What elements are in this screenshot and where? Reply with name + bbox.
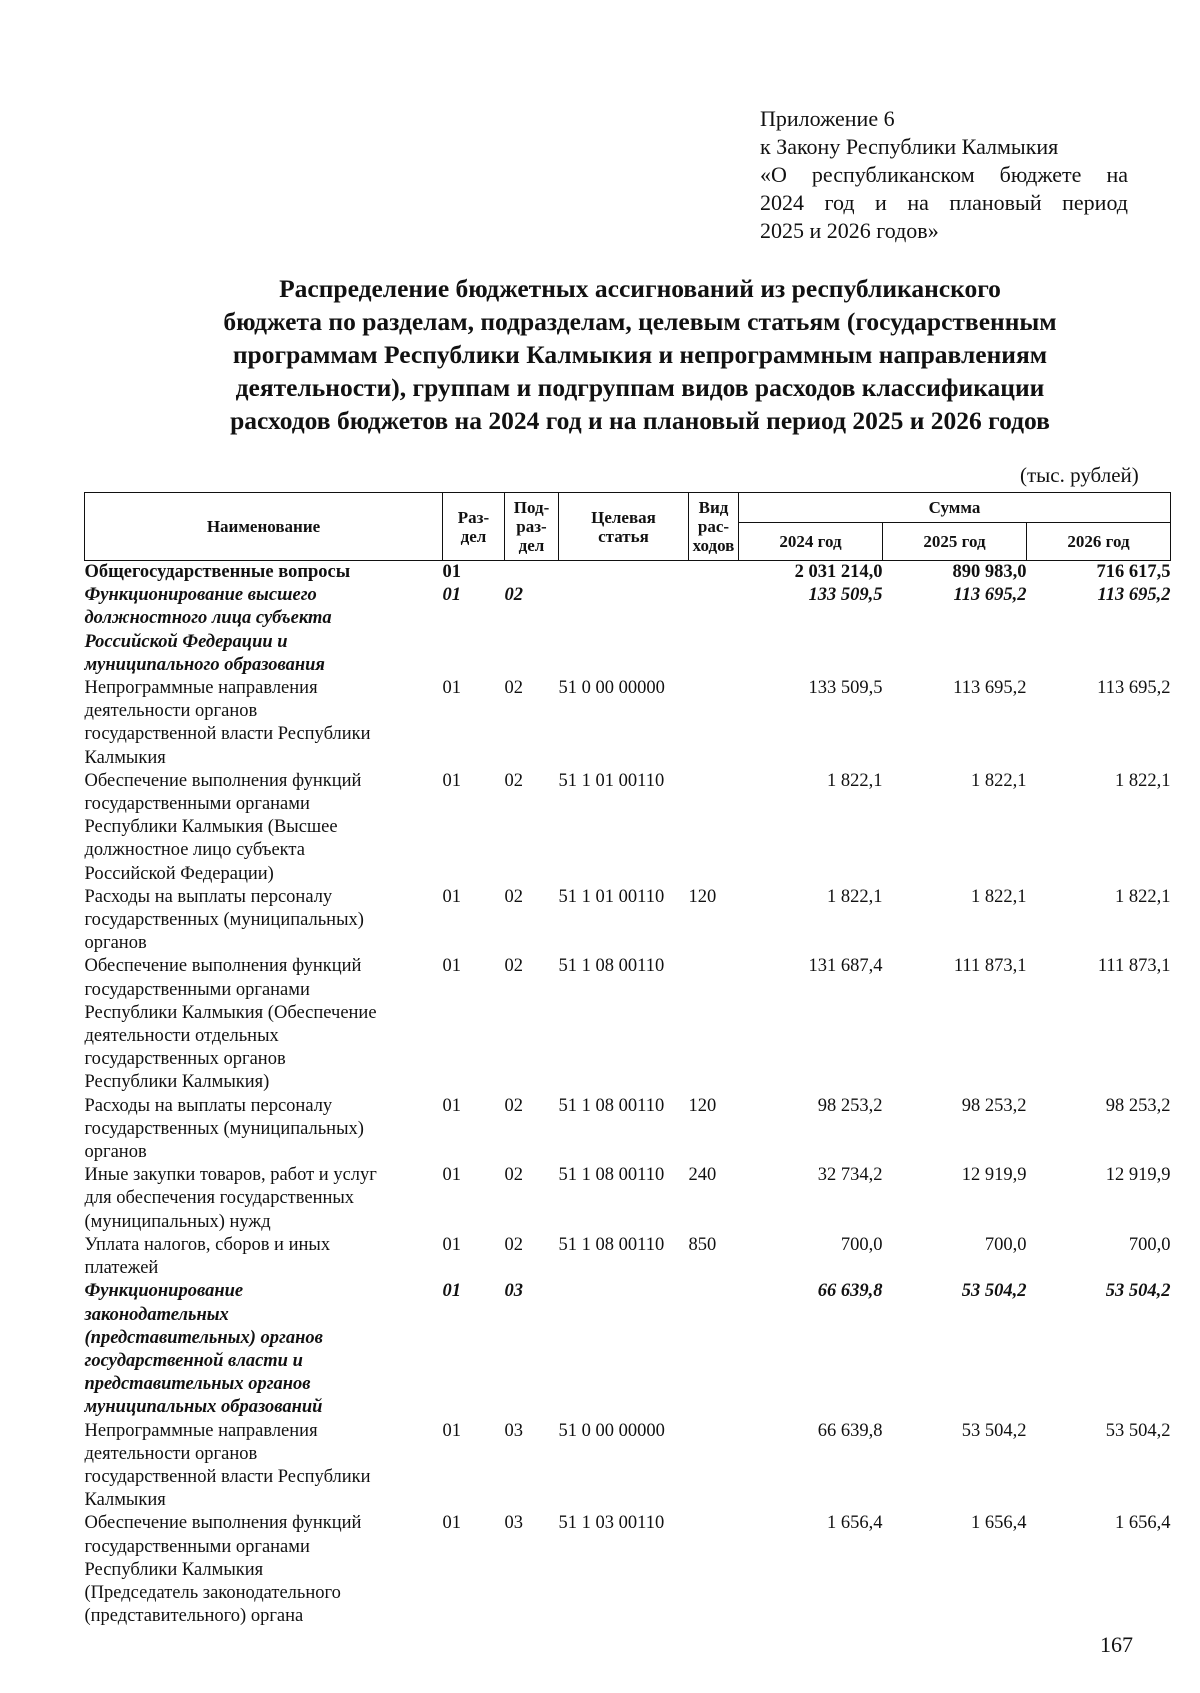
table-row — [85, 584, 1171, 677]
row-vid-rashodov — [689, 1280, 739, 1419]
header-vid-rashodov: Вид рас- ходов — [689, 493, 739, 561]
row-vid-rashodov: 850 — [688, 1234, 717, 1255]
row-razdel: 01 — [442, 1095, 461, 1116]
row-podrazdel — [505, 561, 559, 585]
header-celevaya-statya: Целевая статья — [559, 493, 689, 561]
row-sum-2024: 1 822,1 — [827, 886, 883, 907]
budget-table — [84, 492, 1171, 1628]
row-podrazdel: 03 — [504, 1281, 523, 1302]
row-sum-2025: 12 919,9 — [961, 1165, 1027, 1186]
row-celevaya-statya: 51 1 08 00110 — [558, 956, 665, 977]
table-row — [85, 955, 1171, 1094]
row-sum-2025: 113 695,2 — [953, 585, 1027, 606]
row-name: Расходы на выплаты персоналу государственных (муниципальных) органов — [84, 1095, 364, 1163]
row-podrazdel: 02 — [504, 678, 523, 699]
row-podrazdel: 03 — [504, 1513, 523, 1534]
table-row — [85, 1280, 1171, 1419]
row-sum-2024: 66 639,8 — [817, 1281, 883, 1302]
row-sum-2025: 1 656,4 — [971, 1513, 1027, 1534]
row-razdel: 01 — [442, 585, 461, 606]
header-year-2024: 2024 год — [739, 523, 883, 561]
table-row — [85, 770, 1171, 886]
row-sum-2024: 66 639,8 — [817, 1420, 883, 1441]
row-celevaya-statya — [559, 561, 689, 585]
row-sum-2026: 111 873,1 — [1097, 956, 1171, 977]
row-sum-2026: 1 822,1 — [1115, 886, 1171, 907]
row-name: Функционирование высшего должностного лица субъекта Российской Федерации и муниципального образования — [84, 585, 332, 675]
appendix-line: Приложение 6 — [760, 106, 895, 131]
title-line: деятельности), группам и подгруппам видов расходов классификации — [235, 373, 1045, 402]
row-sum-2025: 113 695,2 — [953, 678, 1027, 699]
title-line: бюджета по разделам, подразделам, целевым статьям (государственным — [223, 307, 1057, 336]
row-razdel: 01 — [442, 1281, 461, 1302]
row-podrazdel: 03 — [504, 1420, 523, 1441]
row-sum-2025: 1 822,1 — [971, 770, 1027, 791]
row-razdel: 01 — [442, 562, 461, 582]
row-razdel: 01 — [442, 886, 461, 907]
title-line: Распределение бюджетных ассигнований из республиканского — [279, 274, 1001, 303]
row-sum-2026: 12 919,9 — [1105, 1165, 1171, 1186]
row-celevaya-statya: 51 1 03 00110 — [558, 1513, 665, 1534]
row-sum-2026: 53 504,2 — [1105, 1281, 1171, 1302]
row-razdel: 01 — [442, 956, 461, 977]
row-name: Непрограммные направления деятельности органов государственной власти Республики Калмыкия — [84, 1420, 371, 1511]
row-celevaya-statya: 51 1 08 00110 — [558, 1234, 665, 1255]
row-celevaya-statya — [559, 584, 689, 677]
row-sum-2025: 98 253,2 — [961, 1095, 1027, 1116]
row-razdel: 01 — [442, 1513, 461, 1534]
row-name: Непрограммные направления деятельности органов государственной власти Республики Калмыкия — [84, 678, 371, 768]
row-name: Обеспечение выполнения функций государственными органами Республики Калмыкия (Обеспечение деятельности отдельных государственных органов Республики Калмыкия) — [84, 956, 377, 1093]
appendix-line: «О республиканском бюджете на — [760, 162, 1128, 187]
row-celevaya-statya: 51 1 08 00110 — [558, 1095, 665, 1116]
row-sum-2026: 113 695,2 — [1097, 678, 1171, 699]
row-podrazdel: 02 — [504, 956, 523, 977]
header-razdel: Раз- дел — [443, 493, 505, 561]
table-row — [85, 1095, 1171, 1165]
row-sum-2026: 700,0 — [1128, 1234, 1171, 1255]
row-celevaya-statya — [559, 1280, 689, 1419]
row-sum-2025: 53 504,2 — [961, 1281, 1027, 1302]
table-row — [85, 886, 1171, 956]
row-name: Обеспечение выполнения функций государственными органами Республики Калмыкия (Председатель законодательного (представительного) органа — [84, 1513, 362, 1627]
header-year-2026: 2026 год — [1027, 523, 1171, 561]
row-podrazdel: 02 — [504, 1234, 523, 1255]
appendix-line: к Закону Республики Калмыкия — [760, 134, 1059, 159]
row-sum-2024: 133 509,5 — [808, 585, 883, 606]
row-vid-rashodov — [689, 584, 739, 677]
row-name: Уплата налогов, сборов и иных платежей — [84, 1234, 331, 1279]
row-sum-2024: 133 509,5 — [808, 678, 883, 699]
row-sum-2026: 716 617,5 — [1096, 562, 1171, 582]
header-name: Наименование — [85, 493, 443, 561]
row-celevaya-statya: 51 1 01 00110 — [558, 886, 665, 907]
row-name: Обеспечение выполнения функций государственными органами Республики Калмыкия (Высшее должностное лицо субъекта Российской Федерации) — [84, 770, 362, 884]
table-row — [85, 1512, 1171, 1628]
table-row — [85, 1420, 1171, 1513]
row-sum-2024: 1 822,1 — [827, 770, 883, 791]
row-vid-rashodov — [689, 770, 739, 886]
table-row — [85, 1164, 1171, 1234]
row-vid-rashodov — [689, 561, 739, 585]
page-number: 167 — [1100, 1632, 1133, 1657]
row-sum-2025: 53 504,2 — [961, 1420, 1027, 1441]
row-sum-2024: 700,0 — [840, 1234, 883, 1255]
row-razdel: 01 — [442, 770, 461, 791]
row-podrazdel: 02 — [504, 770, 523, 791]
row-razdel: 01 — [442, 1420, 461, 1441]
table-body — [85, 561, 1171, 1629]
row-vid-rashodov — [689, 955, 739, 1094]
row-name: Расходы на выплаты персоналу государственных (муниципальных) органов — [84, 886, 364, 954]
row-podrazdel: 02 — [504, 886, 523, 907]
title-line: программам Республики Калмыкия и непрограммным направлениям — [232, 340, 1048, 369]
row-sum-2024: 32 734,2 — [817, 1165, 883, 1186]
units-label: (тыс. рублей) — [1020, 463, 1139, 487]
row-sum-2026: 113 695,2 — [1097, 585, 1171, 606]
appendix-line: 2024 год и на плановый период — [760, 190, 1128, 215]
row-sum-2024: 2 031 214,0 — [794, 562, 883, 582]
row-name: Функционирование законодательных (представительных) органов государственной власти и представительных органов муниципальных образований — [84, 1281, 323, 1418]
row-vid-rashodov — [689, 677, 739, 770]
row-celevaya-statya: 51 1 01 00110 — [558, 770, 665, 791]
table-row — [85, 561, 1171, 585]
row-celevaya-statya: 51 0 00 00000 — [558, 1420, 665, 1441]
row-sum-2026: 53 504,2 — [1105, 1420, 1171, 1441]
appendix-note — [760, 105, 1128, 245]
row-sum-2024: 131 687,4 — [808, 956, 883, 977]
row-razdel: 01 — [442, 1234, 461, 1255]
row-sum-2026: 1 656,4 — [1115, 1513, 1171, 1534]
row-sum-2025: 890 983,0 — [952, 562, 1027, 582]
row-vid-rashodov: 120 — [688, 886, 717, 907]
header-summa: Сумма — [739, 493, 1171, 523]
row-podrazdel: 02 — [504, 1095, 523, 1116]
row-name: Общегосударственные вопросы — [84, 562, 351, 582]
row-vid-rashodov — [689, 1512, 739, 1628]
document-title — [60, 272, 1200, 437]
title-line: расходов бюджетов на 2024 год и на плановый период 2025 и 2026 годов — [230, 406, 1050, 435]
row-razdel: 01 — [442, 678, 461, 699]
row-podrazdel: 02 — [504, 585, 523, 606]
row-vid-rashodov: 240 — [688, 1165, 717, 1186]
row-sum-2025: 111 873,1 — [953, 956, 1027, 977]
header-podrazdel: Под- раз- дел — [505, 493, 559, 561]
row-sum-2024: 1 656,4 — [827, 1513, 883, 1534]
table-row — [85, 677, 1171, 770]
row-razdel: 01 — [442, 1165, 461, 1186]
row-sum-2025: 1 822,1 — [971, 886, 1027, 907]
appendix-line: 2025 и 2026 годов» — [760, 218, 939, 243]
header-year-2025: 2025 год — [883, 523, 1027, 561]
row-sum-2025: 700,0 — [984, 1234, 1027, 1255]
row-sum-2026: 98 253,2 — [1105, 1095, 1171, 1116]
row-vid-rashodov: 120 — [688, 1095, 717, 1116]
row-celevaya-statya: 51 1 08 00110 — [558, 1165, 665, 1186]
row-name: Иные закупки товаров, работ и услуг для обеспечения государственных (муниципальных) нужд — [84, 1165, 377, 1232]
row-sum-2026: 1 822,1 — [1115, 770, 1171, 791]
row-sum-2024: 98 253,2 — [817, 1095, 883, 1116]
row-celevaya-statya: 51 0 00 00000 — [558, 678, 665, 699]
row-vid-rashodov — [689, 1420, 739, 1513]
table-header-row — [85, 493, 1171, 523]
table-row — [85, 1234, 1171, 1280]
row-podrazdel: 02 — [504, 1165, 523, 1186]
